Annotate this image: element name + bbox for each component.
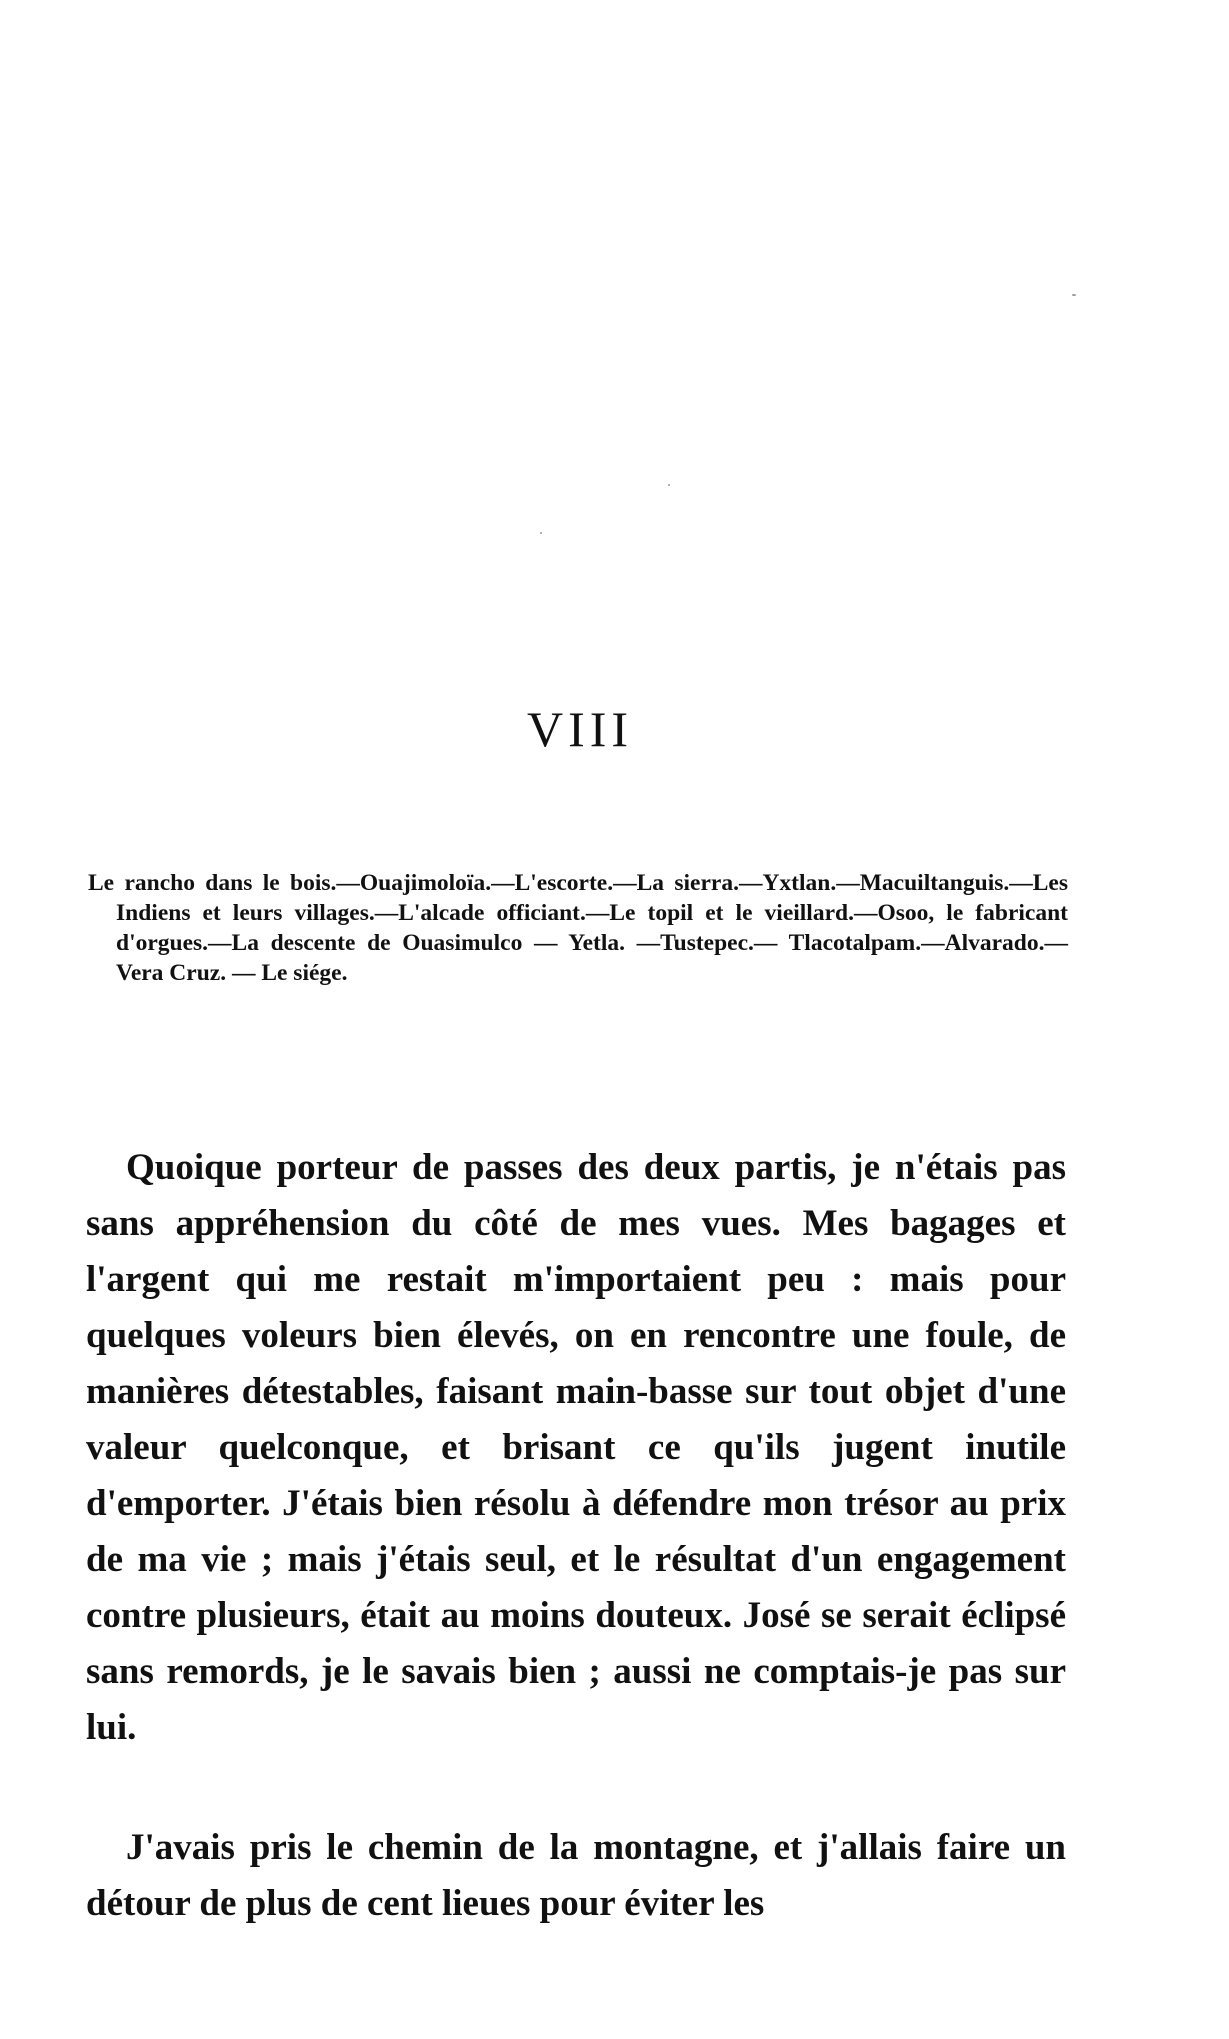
paragraph-1: Quoique porteur de passes des deux partis, je n'étais pas sans appréhension du côté de mes vues. Mes bagages et l'argent qui me restait m'importaient peu : mais pour quelques voleurs bien élevés, on en rencontre une foule, de manières détestables, faisant main-basse sur tout objet d'une valeur quelconque, et brisant ce qu'ils jugent inutile d'emporter. J'étais bien résolu à défendre mon trésor au prix de ma vie ; mais j'étais seul, et le résultat d'un engagement contre plusieurs, était au moins douteux. José se serait éclipsé sans remords, je le savais bien ; aussi ne comptais-je pas sur lui. [86,1147,1066,1748]
chapter-number: VIII [526,701,634,757]
paragraph-2: J'avais pris le chemin de la montagne, et j'allais faire un détour de plus de cent lieues pour éviter les [86,1827,1066,1924]
paper-speck [668,484,670,486]
paper-speck [540,532,542,534]
paper-speck [1072,294,1076,296]
chapter-summary: Le rancho dans le bois.—Ouajimoloïa.—L'escorte.—La sierra.—Yxtlan.—Macuiltanguis.—Les Indiens et leurs villages.—L'alcade officiant.—Le topil et le vieillard.—Osoo, le fabricant d'orgues.—La descente de Ouasimulco — Yetla. —Tustepec.— Tlacotalpam.—Alvarado.—Vera Cruz. — Le siége. [88,870,1068,986]
